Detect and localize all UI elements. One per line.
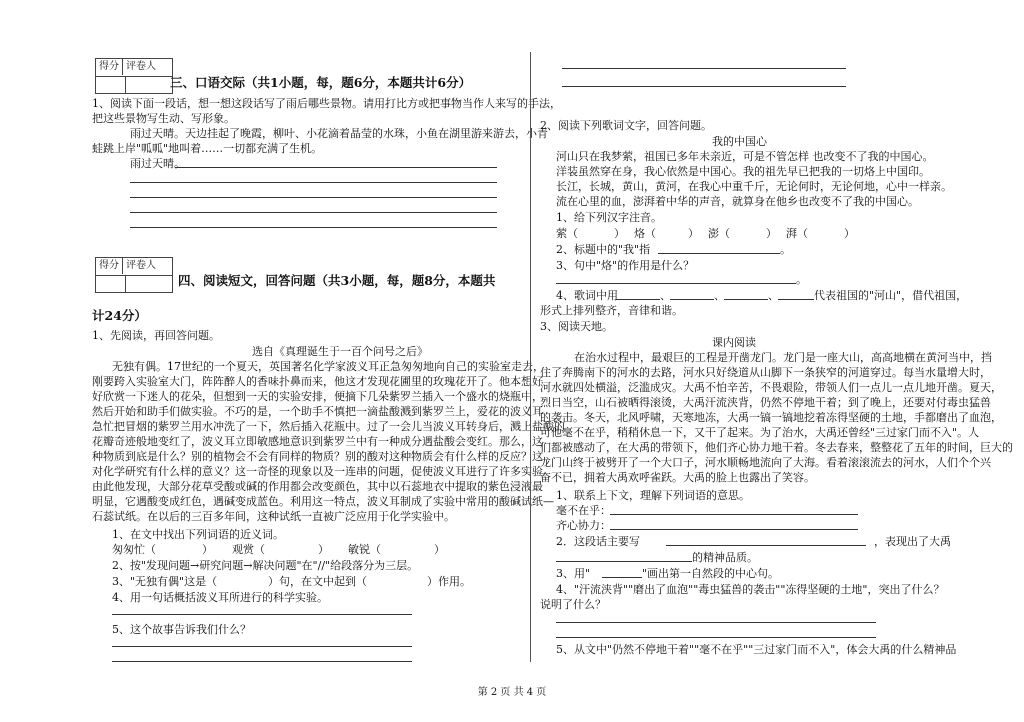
answer-line[interactable] — [670, 299, 714, 300]
answer-line[interactable] — [562, 86, 846, 87]
answer-line[interactable] — [556, 637, 876, 638]
reading-q4: 4、"汗流浃背""磨出了血泡""毒虫猛兽的袭击""冻得坚硬的土地"，突出了什么？ — [556, 583, 945, 596]
answer-line[interactable] — [724, 299, 768, 300]
reviewer-label: 评卷人 — [126, 260, 156, 271]
answer-line[interactable] — [130, 197, 497, 198]
reading-q4-cont: 说明了什么？ — [540, 598, 606, 611]
reading-line: 奋不已，拥着大禹欢呼雀跃。大禹的脸上也露出了笑容。 — [540, 471, 815, 484]
reading-q1-word1: 毫不在乎： — [556, 504, 611, 517]
reading-line: 河水就四处横溢，泛滥成灾。大禹不怕辛苦，不畏艰险，带领人们一点儿一点儿地开凿。夏天， — [540, 381, 1002, 394]
lyric-line: 流在心里的血，澎湃着中华的声音，就算身在他乡也改变不了我的中国心。 — [556, 195, 919, 208]
passage-line: 好欣赏一下迷人的花朵，但想到一天的实验安排，便摘下几朵紫罗兰插入一个盛水的烧瓶中， — [92, 390, 543, 403]
score-box-section4 — [95, 257, 173, 293]
sub-question-3b[interactable]: ）句，在文中起到（ — [268, 575, 367, 588]
sub-question-3c[interactable]: ）作用。 — [427, 575, 471, 588]
sub-question-1: 1、在文中找出下列词语的近义词。 — [112, 528, 284, 541]
pinyin-char-2: 烙（ — [634, 227, 656, 240]
synonym-word-1: 匆匆忙（ — [112, 543, 156, 556]
answer-line[interactable] — [778, 299, 814, 300]
song-q4-sep: 、 — [714, 289, 725, 302]
pinyin-close-1[interactable]: ） — [614, 227, 625, 240]
reading-q2b: ，表现出了大禹 — [874, 535, 951, 548]
q3-intro: 3、阅读天地。 — [540, 320, 613, 333]
song-q4: 4、歌词中用 — [556, 289, 618, 302]
answer-line[interactable] — [112, 614, 412, 615]
section4-title-cont: 计24分） — [92, 308, 147, 323]
answer-line[interactable] — [616, 299, 660, 300]
reading-line: 可他毫不在乎，稍稍休息一下，又干了起来。为了治水，大禹还曾经"三过家门而不入"。人 — [540, 426, 980, 439]
sub-question-4: 4、用一句话概括波义耳所进行的科学实验。 — [112, 591, 328, 604]
song-q4-line2: 形式上排列整齐，音律和谐。 — [540, 304, 683, 317]
score-label: 得分 — [96, 59, 123, 75]
section4-title: 四、阅读短文，回答问题（共3小题，每，题8分，本题共 — [178, 273, 496, 288]
answer-line[interactable] — [556, 561, 692, 562]
answer-line[interactable] — [130, 227, 497, 228]
column-divider — [530, 52, 531, 662]
section3-q1-line1: 1、阅读下面一段话，想一想这段话写了雨后哪些景物。请用打比方或把事物当作人来写的手法， — [92, 97, 561, 110]
reading-line: 龙门山终于被劈开了一个大口子，河水顺畅地流向了大海。看着滚滚流去的河水，人们个个兴 — [540, 456, 991, 469]
song-q3-end: 。 — [796, 273, 807, 286]
reading-line: 住了奔腾南下的河水的去路，河水只好绕道从山脚下一条狭窄的河道穿过。每当水量增大时， — [540, 366, 991, 379]
passage-line: 刚要跨入实验室大门，阵阵醉人的香味扑鼻而来，他这才发现花圃里的玫瑰花开了。他本想好 — [92, 375, 543, 388]
answer-line[interactable] — [658, 253, 780, 254]
answer-line[interactable] — [112, 661, 412, 662]
song-q2-end: 。 — [780, 243, 791, 256]
reading-q2c: 的精神品质。 — [692, 551, 758, 564]
answer-line[interactable] — [112, 646, 412, 647]
reading-line: 在治水过程中，最艰巨的工程是开凿龙门。龙门是一座大山，高高地横在黄河当中，挡 — [574, 351, 992, 364]
answer-line[interactable] — [130, 212, 497, 213]
lyric-line: 长江，长城，黄山，黄河，在我心中重千斤，无论何时，无论何地，心中一样亲。 — [556, 180, 952, 193]
song-q3: 3、句中"烙"的作用是什么？ — [556, 259, 695, 272]
answer-line[interactable] — [130, 182, 497, 183]
reading-line: 烈日当空，山石被晒得滚烫，大禹汗流浃背，仍然不停地干着；到了晚上，还要对付毒虫猛兽 — [540, 396, 991, 409]
reading-q2a: 2．这段话主要写 — [556, 535, 640, 548]
excerpt-title: 选自《真理诞生于一百个问号之后》 — [252, 345, 428, 358]
reviewer-label: 评卷人 — [126, 61, 156, 72]
reading-line: 们都被感动了，在大禹的带领下，他们齐心协力地干着。冬去春来，整整花了五年的时间，巨大的 — [540, 441, 1013, 454]
passage-line: 对化学研究有什么样的意义？这一奇怪的现象以及一连串的问题，促使波义耳进行了许多实验。 — [92, 465, 554, 478]
answer-line[interactable] — [175, 167, 497, 168]
reading-q5: 5、从文中"仍然不停地干着""毫不在乎""三过家门而不入"，体会大禹的什么精神品 — [556, 643, 957, 656]
song-q1: 1、给下列汉字注音。 — [556, 211, 662, 224]
song-q4-sep: 、 — [768, 289, 779, 302]
answer-line[interactable] — [556, 622, 876, 623]
reading-q3-b: "画出第一自然段的中心句。 — [642, 567, 780, 580]
reading-q3: 3、用" — [556, 567, 591, 580]
synonym-close-3[interactable]: ） — [434, 543, 445, 556]
section3-passage-line2: 蛙跳上岸"呱呱"地叫着……一切都充满了生机。 — [92, 142, 323, 155]
score-label: 得分 — [96, 258, 123, 274]
answer-line[interactable] — [562, 68, 846, 69]
passage-line: 种物质到底是什么？别的植物会不会有同样的物质？别的酸对这种物质会有什么样的反应？这 — [92, 450, 543, 463]
synonym-close-1[interactable]: ） — [202, 543, 213, 556]
answer-line[interactable] — [556, 283, 796, 284]
answer-line[interactable] — [666, 545, 866, 546]
passage-line: 由此他发现，大部分花草受酸或碱的作用都会改变颜色，其中以石蕊地衣中提取的紫色浸液最 — [92, 480, 543, 493]
sub-question-2: 2、按"发现问题→研究问题→解决问题"在"//"给段落分为三层。 — [112, 559, 419, 572]
section3-title: 三、口语交际（共1小题，每，题6分，本题共计6分） — [170, 75, 472, 90]
passage-line: 花瓣奇迹般地变红了，波义耳立即敏感地意识到紫罗兰中有一种成分遇盐酸会变红。那么，这 — [92, 435, 543, 448]
synonym-word-3: 敏锐（ — [348, 543, 381, 556]
sub-question-5: 5、这个故事告诉我们什么？ — [112, 623, 251, 636]
passage-line: 急忙把冒烟的紫罗兰用水冲洗了一下，然后插入花瓶中。过了一会儿当波义耳转身后，溅上盐酸的 — [92, 420, 565, 433]
answer-line[interactable] — [610, 529, 858, 530]
lyric-line: 洋装虽然穿在身，我心依然是中国心。我的祖先早已把我的一切烙上中国印。 — [556, 165, 930, 178]
page-footer: 第 2 页 共 4 页 — [477, 687, 547, 698]
pinyin-close-3[interactable]: ） — [766, 227, 777, 240]
section3-answer-start: 雨过天晴。 — [130, 157, 185, 170]
passage-line: 石蕊试纸。在以后的三百多年间，这种试纸一直被广泛应用于化学实验中。 — [92, 510, 455, 523]
passage-line: 明显，它遇酸变成红色，遇碱变成蓝色。利用这一特点，波义耳制成了实验中常用的酸碱试纸— — [92, 495, 554, 508]
song-q4-sep: 、 — [660, 289, 671, 302]
synonym-word-2: 观赏（ — [232, 543, 265, 556]
reading-q1: 1、联系上下文，理解下列词语的意思。 — [556, 489, 750, 502]
pinyin-char-1: 萦（ — [556, 227, 578, 240]
passage-line: 无独有偶。17世纪的一个夏天，英国著名化学家波义耳正急匆匆地向自己的实验室走去， — [112, 360, 544, 373]
answer-line[interactable] — [610, 514, 858, 515]
q2-intro: 2、阅读下列歌词文字，回答问题。 — [540, 119, 712, 132]
song-q2: 2、标题中的"我"指 — [556, 243, 651, 256]
section3-passage-line1: 雨过天晴。天边挂起了晚霞，柳叶、小花滴着晶莹的水珠，小鱼在湖里游来游去，小青 — [130, 127, 548, 140]
section3-q1-line2: 把这些景物写生动、写形象。 — [92, 112, 235, 125]
reading-q1-word2: 齐心协力： — [556, 519, 611, 532]
sub-question-3a: 3、"无独有偶"这是（ — [112, 575, 218, 588]
lyric-line: 河山只在我梦萦，祖国已多年未亲近，可是不管怎样 也改变不了我的中国心。 — [556, 150, 934, 163]
reading-line: 的袭击。冬天，北风呼啸，天寒地冻，大禹一镐一镐地挖着冻得坚硬的土地，手都磨出了血泡， — [540, 411, 1002, 424]
reading-title: 课内阅读 — [712, 336, 756, 349]
answer-line[interactable] — [602, 577, 642, 578]
song-q4-b: 代表祖国的"河山"，借代祖国， — [814, 289, 968, 302]
section4-q1-intro: 1、先阅读，再回答问题。 — [92, 329, 220, 342]
pinyin-close-4[interactable]: ） — [844, 227, 855, 240]
pinyin-char-3: 澎（ — [708, 227, 730, 240]
score-box-section3 — [95, 58, 173, 94]
pinyin-char-4: 湃（ — [786, 227, 808, 240]
passage-line: 然后开始和助手们做实验。不巧的是，一个助手不慎把一滴盐酸溅到紫罗兰上，爱花的波义耳 — [92, 405, 543, 418]
pinyin-close-2[interactable]: ） — [688, 227, 699, 240]
synonym-close-2[interactable]: ） — [318, 543, 329, 556]
song-title: 我的中国心 — [712, 135, 767, 148]
